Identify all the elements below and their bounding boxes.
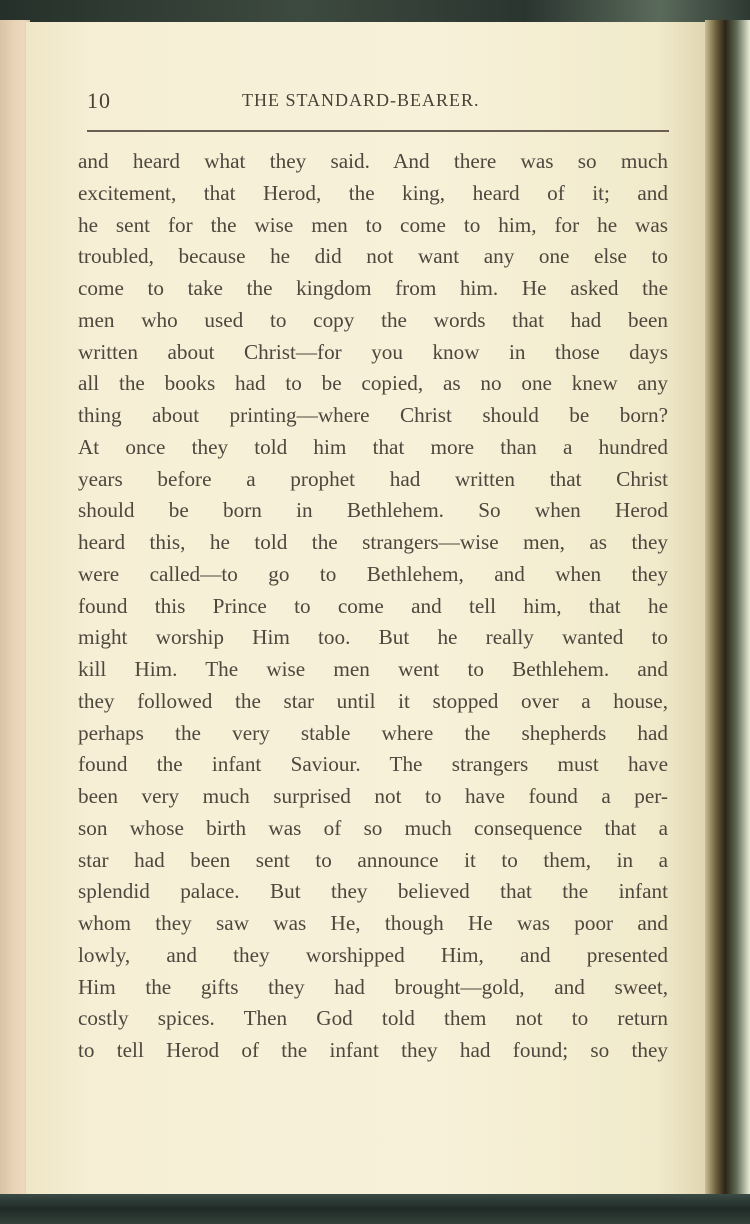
text-line: thing about printing—where Christ should be born? [78,403,668,427]
body-text [78,146,668,1067]
text-line: written about Christ—for you know in those days [78,339,668,364]
bottom-binding-edge [0,1194,750,1224]
text-line: son whose birth was of so much consequence that a [78,815,668,840]
text-line: Him the gifts they had brought—gold, and sweet, [78,974,668,999]
text-line: might worship Him too. But he really wanted to [78,625,668,650]
text-line: found the infant Saviour. The strangers must have [78,752,668,777]
text-line: men who used to copy the words that had been [78,307,668,332]
text-line: whom they saw was He, though He was poor and [78,911,668,935]
text-line: troubled, because he did not want any one else to [78,244,668,269]
text-line: all the books had to be copied, as no one knew any [78,371,668,396]
text-line: years before a prophet had written that Christ [78,466,668,491]
text-line: come to take the kingdom from him. He asked the [78,276,668,300]
text-line: costly spices. Then God told them not to return [78,1006,668,1031]
text-line: heard this, he told the strangers—wise men, as they [78,530,668,554]
text-line: should be born in Bethlehem. So when Herod [78,498,668,523]
right-book-edge [705,20,750,1196]
text-line: were called—to go to Bethlehem, and when they [78,561,668,586]
header-rule [87,130,669,132]
text-line: been very much surprised not to have found a per- [78,784,668,808]
text-line: to tell Herod of the infant they had found; so they [78,1038,668,1062]
text-line: they followed the star until it stopped over a house, [78,688,668,713]
text-line: found this Prince to come and tell him, that he [78,593,668,618]
page-number: 10 [87,88,111,113]
page-header [87,84,669,118]
text-line: excitement, that Herod, the king, heard of it; and [78,180,668,205]
text-line: he sent for the wise men to come to him, for he was [78,212,668,237]
text-line: and heard what they said. And there was so much [78,149,668,173]
text-line: At once they told him that more than a hundred [78,434,668,459]
text-line: lowly, and they worshipped Him, and presented [78,942,668,967]
text-line: kill Him. The wise men went to Bethlehem. and [78,657,668,681]
running-head: THE STANDARD-BEARER. [242,90,480,110]
text-line: star had been sent to announce it to them, in a [78,847,668,872]
text-line: perhaps the very stable where the shepherds had [78,720,668,745]
text-line: splendid palace. But they believed that the infant [78,879,668,904]
